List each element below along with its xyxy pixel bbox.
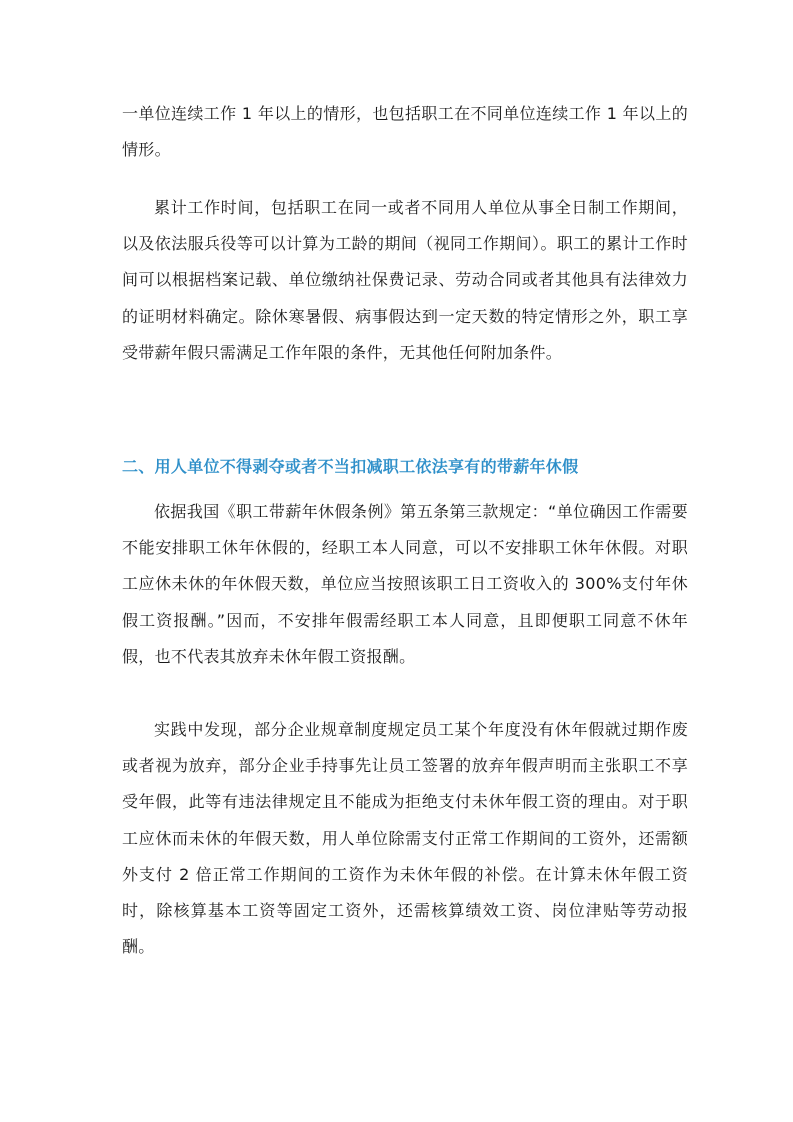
paragraph-regulation-article: 依据我国《职工带薪年休假条例》第五条第三款规定：“单位确因工作需要不能安排职工休年休假的，经职工本人同意，可以不安排职工休年休假。对职工应休未休的年休假天数，单位应当按照该职工日工资收入的 300%支付年休假工资报酬。”因而，不安排年假需经职工本人同意，且即便职工同意不休年假，也不代表其放弃未休年假工资报酬。	[122, 502, 688, 666]
paragraph-continuous-work: 一单位连续工作 1 年以上的情形，也包括职工在不同单位连续工作 1 年以上的情形。	[122, 104, 688, 160]
section-heading-2: 二、用人单位不得剥夺或者不当扣减职工依法享有的带薪年休假	[122, 457, 579, 476]
paragraph-cumulative-work-time: 累计工作时间，包括职工在同一或者不同用人单位从事全日制工作期间，以及依法服兵役等可以计算为工龄的期间（视同工作期间）。职工的累计工作时间可以根据档案记载、单位缴纳社保费记录、劳动合同或者其他具有法律效力的证明材料确定。除休寒暑假、病事假达到一定天数的特定情形之外，职工享受带薪年假只需满足工作年限的条件，无其他任何附加条件。	[122, 198, 688, 362]
paragraph-practice-findings: 实践中发现，部分企业规章制度规定员工某个年度没有休年假就过期作废或者视为放弃，部分企业手持事先让员工签署的放弃年假声明而主张职工不享受年假，此等有违法律规定且不能成为拒绝支付未休年假工资的理由。对于职工应休而未休的年假天数，用人单位除需支付正常工作期间的工资外，还需额外支付 2 倍正常工作期间的工资作为未休年假的补偿。在计算未休年假工资时，除核算基本工资等固定工资外，还需核算绩效工资、岗位津贴等劳动报酬。	[122, 720, 688, 957]
